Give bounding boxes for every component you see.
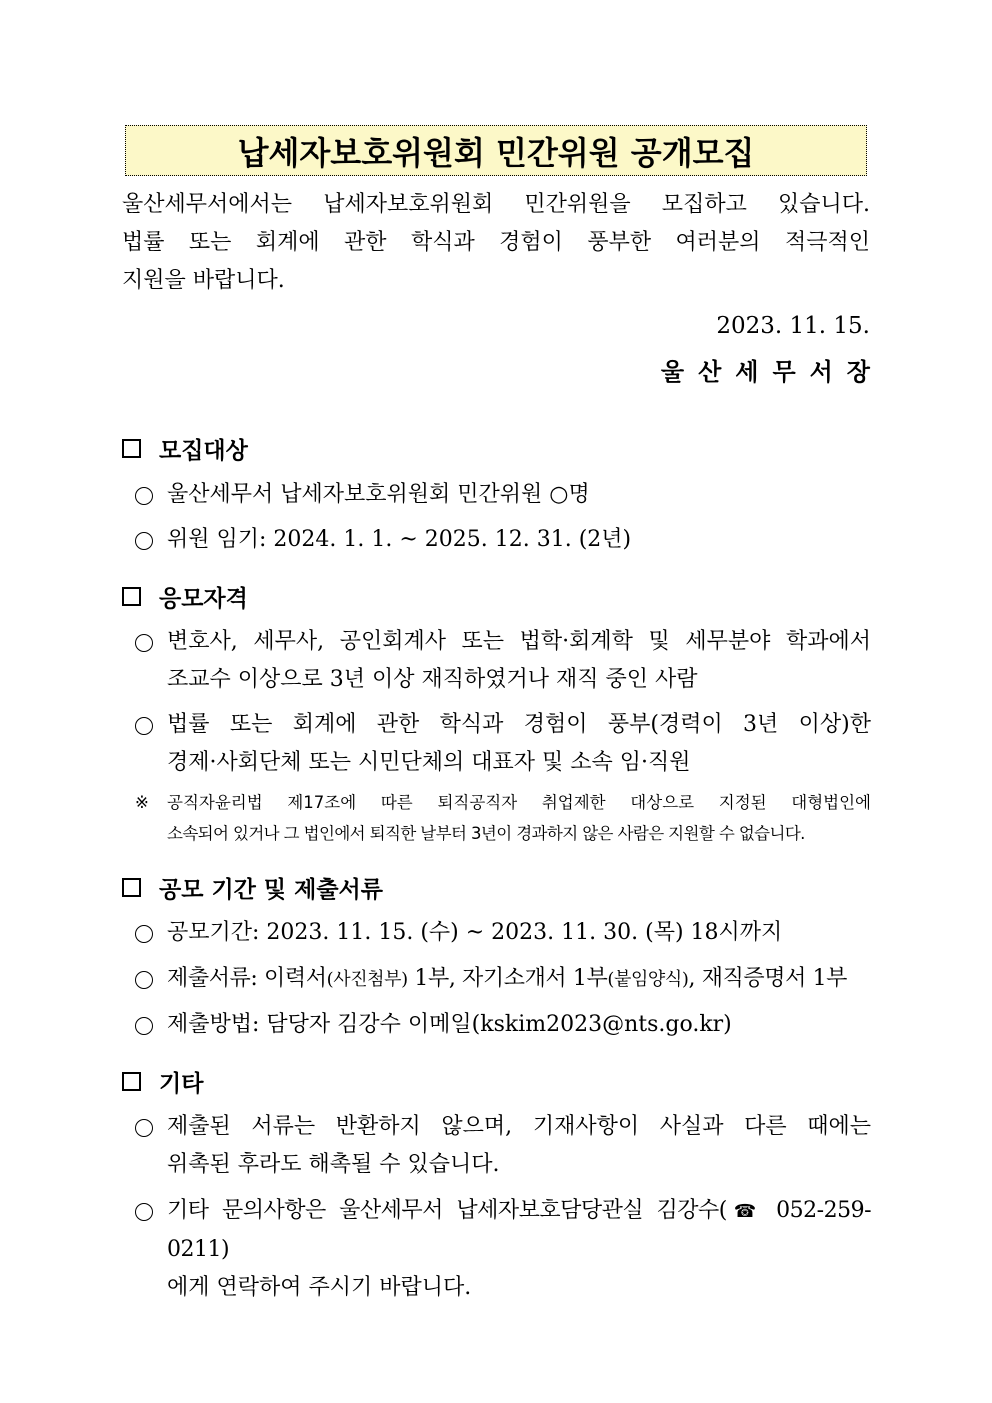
item-text-small: (붙임양식) xyxy=(607,969,689,990)
phone-number: 052-259-0211) xyxy=(167,1198,872,1262)
item-text: 위원 임기: 2024. 1. 1. ~ 2025. 12. 31. (2년) xyxy=(167,527,632,552)
checkbox-icon xyxy=(122,878,141,897)
list-item xyxy=(135,960,871,999)
list-item xyxy=(135,521,871,559)
note-mark: ※ xyxy=(135,793,149,812)
section-title: 기타 xyxy=(159,1070,204,1097)
note xyxy=(135,787,871,849)
item-text-part: 1부, 자기소개서 1부 xyxy=(407,966,608,991)
section-heading-target xyxy=(122,432,248,465)
section-heading-period xyxy=(122,871,383,904)
signer: 울산세무서장 xyxy=(660,357,884,386)
item-line: 법률 또는 회계에 관한 학식과 경험이 풍부(경력이 3년 이상)한 xyxy=(167,712,871,737)
circle-bullet-icon xyxy=(135,1203,153,1221)
list-item xyxy=(135,914,871,952)
circle-bullet-icon xyxy=(135,487,153,505)
item-line: 경제·사회단체 또는 시민단체의 대표자 및 소속 임·직원 xyxy=(167,750,691,775)
section-heading-qualification xyxy=(122,580,248,613)
item-line: 제출된 서류는 반환하지 않으며, 기재사항이 사실과 다른 때에는 xyxy=(167,1114,871,1139)
item-text: 울산세무서 납세자보호위원회 민간위원 ○명 xyxy=(167,482,590,507)
item-text xyxy=(167,623,871,699)
intro-line: 울산세무서에서는 납세자보호위원회 민간위원을 모집하고 있습니다. xyxy=(122,192,870,217)
circle-bullet-icon xyxy=(135,1017,153,1035)
item-text xyxy=(167,960,871,999)
item-line xyxy=(167,1192,871,1269)
item-text-part: , 재직증명서 1부 xyxy=(688,966,848,991)
circle-bullet-icon xyxy=(135,925,153,943)
section-title: 공모 기간 및 제출서류 xyxy=(159,876,383,903)
intro-paragraph xyxy=(122,186,870,300)
checkbox-icon xyxy=(122,587,141,606)
page-title: 납세자보호위원회 민간위원 공개모집 xyxy=(237,133,755,172)
item-text-part: 제출서류: 이력서 xyxy=(167,966,327,991)
notice-date: 2023. 11. 15. xyxy=(716,313,870,339)
list-item xyxy=(135,1108,871,1184)
title-box xyxy=(125,125,867,176)
note-line: 공직자윤리법 제17조에 따른 퇴직공직자 취업제한 대상으로 지정된 대형법인에 xyxy=(167,793,871,812)
item-text xyxy=(167,1108,871,1184)
list-item xyxy=(135,476,871,514)
item-text: 제출방법: 담당자 김강수 이메일(kskim2023@nts.go.kr) xyxy=(167,1012,732,1037)
circle-bullet-icon xyxy=(135,717,153,735)
note-text xyxy=(167,787,871,849)
checkbox-icon xyxy=(122,1072,141,1091)
section-title: 모집대상 xyxy=(159,437,248,464)
item-line: 조교수 이상으로 3년 이상 재직하였거나 재직 중인 사람 xyxy=(167,667,698,692)
list-item xyxy=(135,1006,871,1044)
circle-bullet-icon xyxy=(135,532,153,550)
item-text-small: (사진첨부) xyxy=(326,969,408,990)
item-line: 변호사, 세무사, 공인회계사 또는 법학·회계학 및 세무분야 학과에서 xyxy=(167,629,871,654)
item-text: 공모기간: 2023. 11. 15. (수) ~ 2023. 11. 30. (목) 18시까지 xyxy=(167,920,783,945)
item-line: 에게 연락하여 주시기 바랍니다. xyxy=(167,1275,472,1300)
list-item xyxy=(135,1192,871,1307)
item-line: 위촉된 후라도 해촉될 수 있습니다. xyxy=(167,1152,500,1177)
circle-bullet-icon xyxy=(135,634,153,652)
intro-line: 지원을 바랍니다. xyxy=(122,268,285,293)
circle-bullet-icon xyxy=(135,1119,153,1137)
intro-line: 법률 또는 회계에 관한 학식과 경험이 풍부한 여러분의 적극적인 xyxy=(122,230,870,255)
list-item xyxy=(135,623,871,699)
item-text-part: 기타 문의사항은 울산세무서 납세자보호담당관실 김강수( xyxy=(167,1198,727,1223)
checkbox-icon xyxy=(122,439,141,458)
note-line: 소속되어 있거나 그 법인에서 퇴직한 날부터 3년이 경과하지 않은 사람은 지원할 수 없습니다. xyxy=(167,824,805,843)
circle-bullet-icon xyxy=(135,971,153,989)
section-heading-etc xyxy=(122,1065,203,1098)
item-text xyxy=(167,706,871,782)
list-item xyxy=(135,706,871,782)
item-text xyxy=(167,1192,871,1307)
telephone-icon: ☎ xyxy=(726,1201,763,1222)
section-title: 응모자격 xyxy=(159,585,248,612)
